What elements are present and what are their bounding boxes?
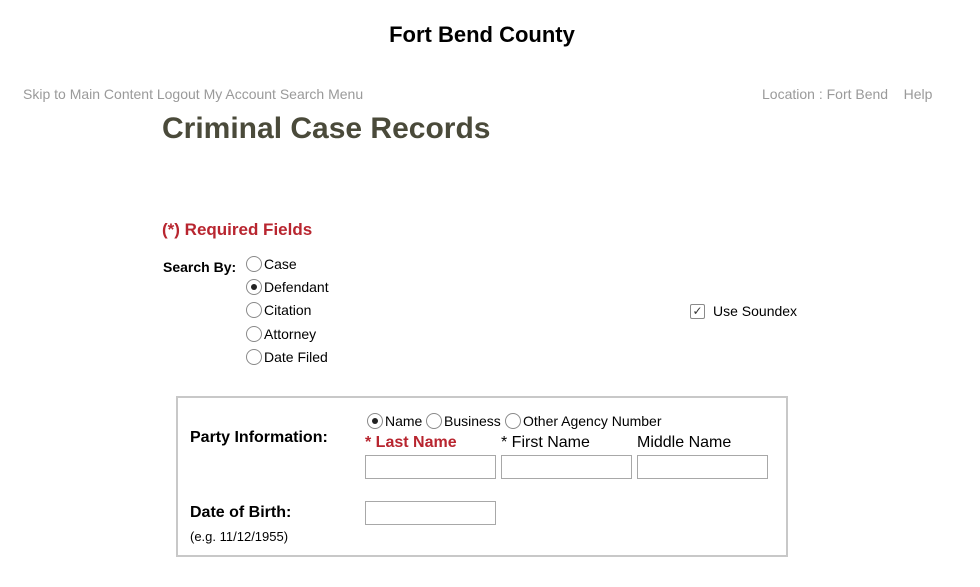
other-agency-radio-label: Other Agency Number <box>523 413 662 429</box>
use-soundex-label: Use Soundex <box>713 303 798 319</box>
case-radio-label: Case <box>264 256 297 272</box>
location-text: Location : Fort Bend <box>762 86 889 102</box>
use-soundex-option[interactable] <box>690 303 797 319</box>
last-name-input[interactable] <box>365 455 496 479</box>
date-filed-radio[interactable] <box>246 349 262 365</box>
page-title: Criminal Case Records <box>162 112 491 145</box>
required-fields-note: (*) Required Fields <box>162 220 313 239</box>
search-menu-link[interactable]: Search Menu <box>279 86 364 102</box>
case-radio[interactable] <box>246 256 262 272</box>
first-name-input[interactable] <box>501 455 632 479</box>
site-title: Fort Bend County <box>389 22 575 47</box>
middle-name-input[interactable] <box>637 455 768 479</box>
date-of-birth-input[interactable] <box>365 501 496 525</box>
citation-radio-label: Citation <box>264 302 312 318</box>
party-type-business-option[interactable] <box>426 413 501 429</box>
defendant-radio[interactable] <box>246 279 262 295</box>
search-by-citation-option[interactable] <box>246 302 311 318</box>
citation-radio[interactable] <box>246 302 262 318</box>
defendant-radio-label: Defendant <box>264 279 329 295</box>
search-by-case-option[interactable] <box>246 256 297 272</box>
search-by-date-filed-option[interactable] <box>246 349 328 365</box>
first-name-label: * First Name <box>501 434 590 451</box>
party-type-other-agency-option[interactable] <box>505 413 662 429</box>
date-of-birth-label: Date of Birth: <box>190 504 292 521</box>
business-radio-label: Business <box>444 413 501 429</box>
search-by-attorney-option[interactable] <box>246 326 316 342</box>
logout-link[interactable]: Logout <box>156 86 200 102</box>
name-radio[interactable] <box>367 413 383 429</box>
help-link[interactable]: Help <box>903 86 933 102</box>
attorney-radio-label: Attorney <box>264 326 317 342</box>
search-by-label: Search By: <box>163 259 237 275</box>
name-radio-label: Name <box>385 413 423 429</box>
top-nav-right <box>762 86 932 102</box>
other-agency-radio[interactable] <box>505 413 521 429</box>
use-soundex-checkbox[interactable]: ✓ <box>690 304 705 319</box>
attorney-radio[interactable] <box>246 326 262 342</box>
my-account-link[interactable]: My Account <box>203 86 276 102</box>
date-of-birth-hint: (e.g. 11/12/1955) <box>190 529 289 544</box>
party-type-name-option[interactable] <box>367 413 422 429</box>
top-nav-left <box>23 86 363 102</box>
party-information-label: Party Information: <box>190 429 328 446</box>
business-radio[interactable] <box>426 413 442 429</box>
last-name-label: * Last Name <box>365 434 457 451</box>
middle-name-label: Middle Name <box>637 434 732 451</box>
skip-to-main-link[interactable]: Skip to Main Content <box>23 86 153 102</box>
search-by-defendant-option[interactable] <box>246 279 329 295</box>
date-filed-radio-label: Date Filed <box>264 349 328 365</box>
